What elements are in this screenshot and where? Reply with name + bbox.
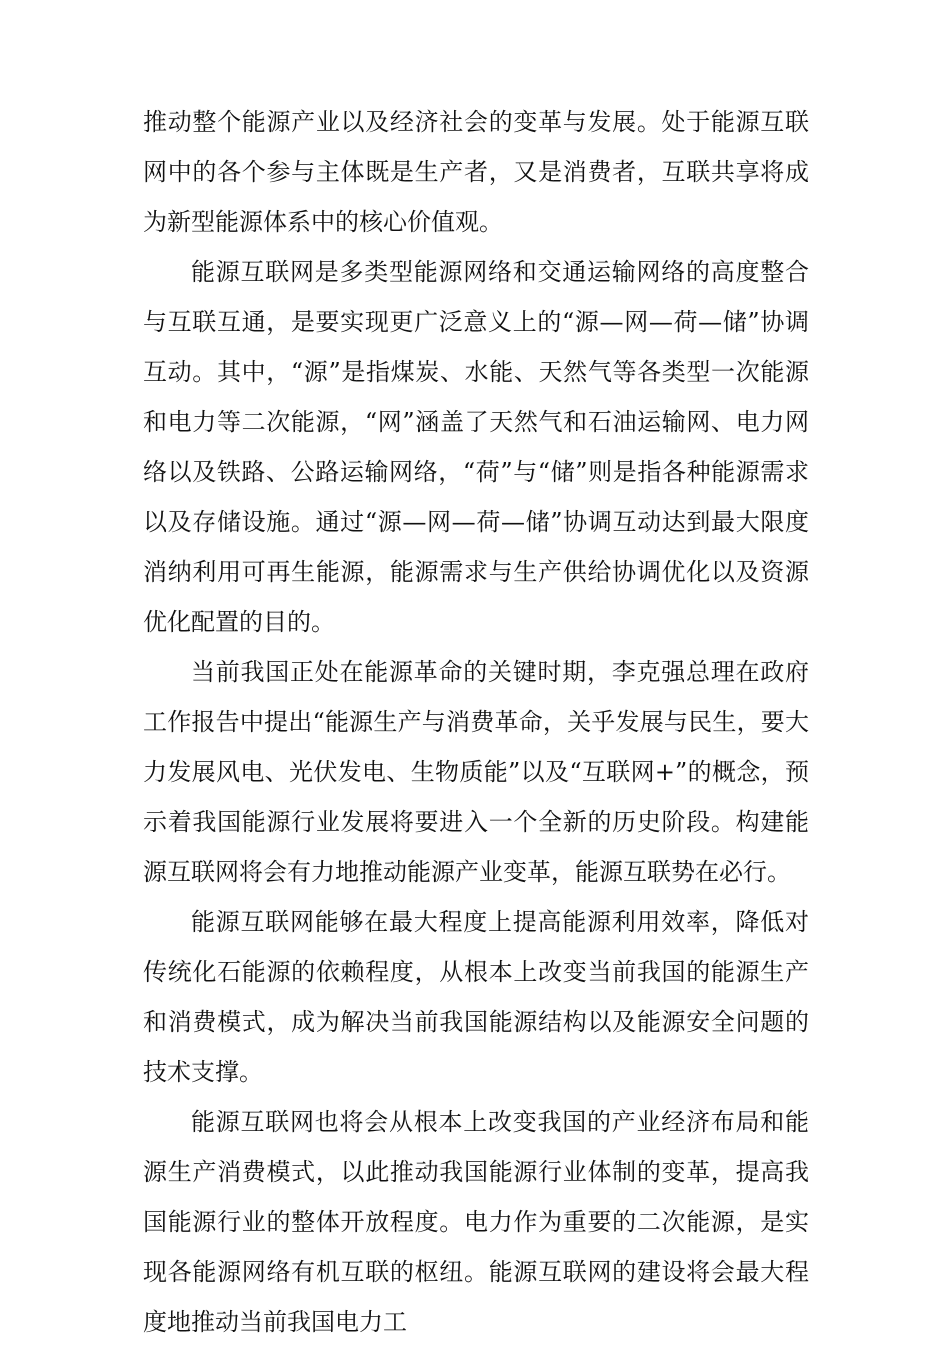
paragraph-5: 能源互联网也将会从根本上改变我国的产业经济布局和能源生产消费模式，以此推动我国能源行业体制的变革，提高我国能源行业的整体开放程度。电力作为重要的二次能源，是实现各能源网络有机互联的枢纽。能源互联网的建设将会最大程度地推动当前我国电力工 (143, 1108, 809, 1336)
paragraph-1: 推动整个能源产业以及经济社会的变革与发展。处于能源互联网中的各个参与主体既是生产者，又是消费者，互联共享将成为新型能源体系中的核心价值观。 (143, 108, 809, 236)
paragraph-3: 当前我国正处在能源革命的关键时期，李克强总理在政府工作报告中提出“能源生产与消费革命，关乎发展与民生，要大力发展风电、光伏发电、生物质能”以及“互联网+”的概念，预示着我国能源行业发展将要进入一个全新的历史阶段。构建能源互联网将会有力地推动能源产业变革，能源互联势在必行。 (143, 658, 809, 886)
document-body (143, 97, 809, 1347)
paragraph-2: 能源互联网是多类型能源网络和交通运输网络的高度整合与互联互通，是要实现更广泛意义上的“源—网—荷—储”协调互动。其中，“源”是指煤炭、水能、天然气等各类型一次能源和电力等二次能源，“网”涵盖了天然气和石油运输网、电力网络以及铁路、公路运输网络，“荷”与“储”则是指各种能源需求以及存储设施。通过“源—网—荷—储”协调互动达到最大限度消纳利用可再生能源，能源需求与生产供给协调优化以及资源优化配置的目的。 (143, 258, 809, 636)
paragraph-4: 能源互联网能够在最大程度上提高能源利用效率，降低对传统化石能源的依赖程度，从根本上改变当前我国的能源生产和消费模式，成为解决当前我国能源结构以及能源安全问题的技术支撑。 (143, 908, 809, 1086)
